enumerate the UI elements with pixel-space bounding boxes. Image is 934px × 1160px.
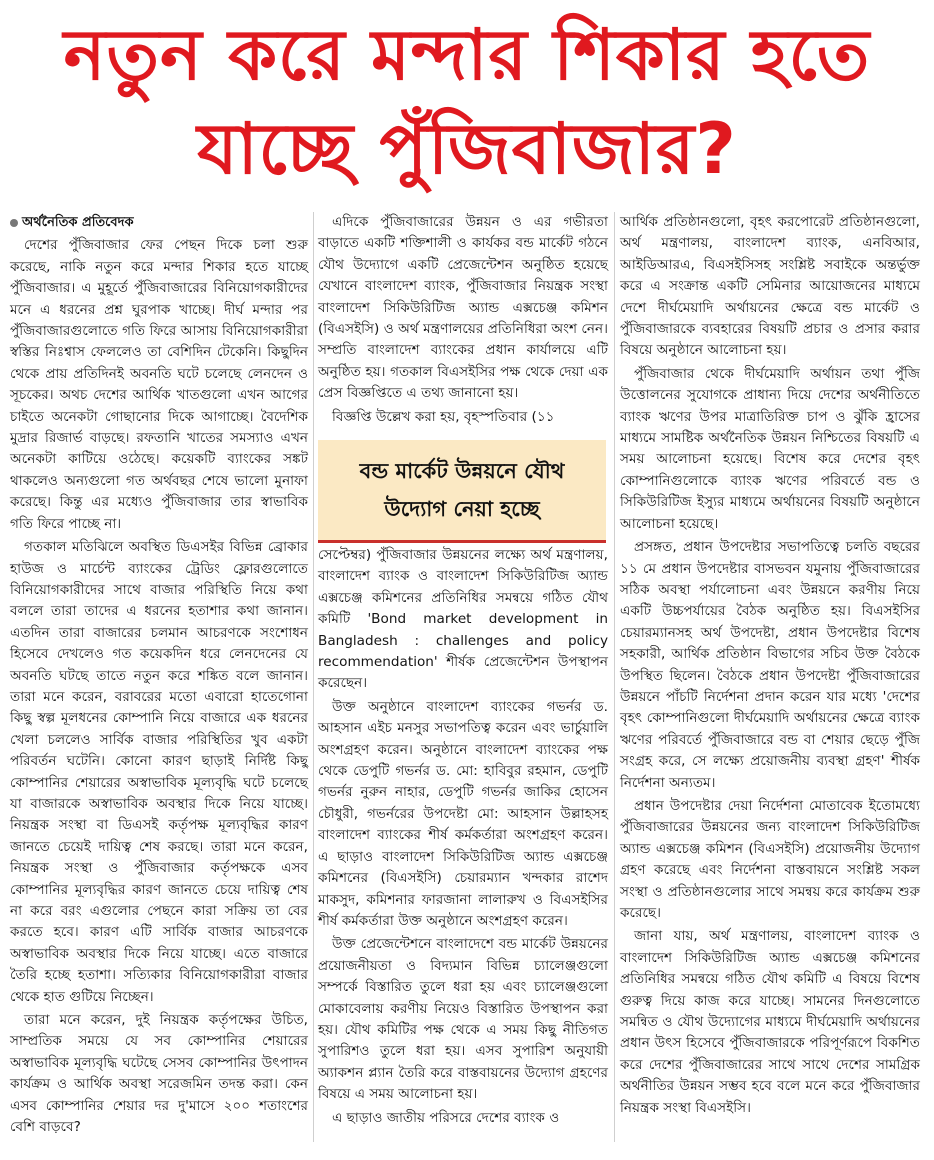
article-column-2-bottom: [318, 545, 608, 1131]
article-column-2-top: [318, 212, 608, 430]
bullet-icon: [10, 219, 18, 227]
subheadline: বন্ড মার্কেট উন্নয়নে যৌথ উদ্যোগ নেয়া হচ্ছে: [359, 459, 565, 521]
paragraph: তারা মনে করেন, দুই নিয়ন্ত্রক কর্তৃপক্ষের উচিত, সাম্প্রতিক সময়ে যে সব কোম্পানির শেয়ারের অস্বাভাবিক মূল্যবৃদ্ধি ঘটেছে সেসব কোম্পানির উৎপাদন কার্যক্রম ও আর্থিক অবস্থা সরেজমিন তদন্ত করা। কেন এসব কোম্পানির শেয়ার দর দু'মাসে ২০০ শতাংশের বেশি বাড়বে?: [10, 1012, 308, 1136]
paragraph: দেশের পুঁজিবাজার ফের পেছন দিকে চলা শুরু করেছে, নাকি নতুন করে মন্দার শিকার হতে যাচ্ছে পুঁজিবাজার। এ মুহূর্তে পুঁজিবাজারের বিনিয়োগকারীদের মনে এ ধরনের প্রশ্ন ঘুরপাক খাচ্ছে। দীর্ঘ মন্দার পর পুঁজিবাজারগুলোতে গতি ফিরে আসায় বিনিয়োগকারীরা স্বস্তির নিঃশ্বাস ফেললেও তা বেশিদিন টেকেনি। কিছুদিন থেকে প্রায় প্রতিদিনই অবনতি ঘটে চলেছে লেনদেন ও সূচকের। অথচ দেশের আর্থিক খাতগুলো এখন আগের চাইতে অনেকটা গোছানোর দিকে আগাচ্ছে। বৈদেশিক মুদ্রার রিজার্ভ বাড়ছে। রফতানি খাতের সমস্যাও এখন অনেকটা কাটিয়ে ওঠেছে। কয়েকটি ব্যাংকের সঙ্কট থাকলেও অন্যগুলো গত অর্থবছর শেষে ভালো মুনাফা করেছে। কিন্তু এর মধ্যেও পুঁজিবাজার তার স্বাভাবিক গতি ফিরে পাচ্ছে না।: [10, 237, 308, 532]
column-rule-1: [313, 212, 314, 1142]
paragraph: প্রধান উপদেষ্টার দেয়া নির্দেশনা মোতাবেক ইতোমধ্যে পুঁজিবাজারের উন্নয়নের জন্য বাংলাদেশ সিকিউরিটিজ অ্যান্ড এক্সচেঞ্জ কমিশন (বিএসইসি) প্রয়োজনীয় উদ্যোগ গ্রহণ করেছে এবং নির্দেশনা বাস্তবায়নে সংশ্লিষ্ট সকল সংস্থা ও প্রতিষ্ঠানগুলোর সাথে সমন্বয় করে কার্যক্রম শুরু করেছে।: [620, 797, 920, 921]
byline-text: অর্থনৈতিক প্রতিবেদক: [22, 215, 134, 230]
paragraph: উক্ত প্রেজেন্টেশনে বাংলাদেশে বন্ড মার্কেট উন্নয়নের প্রয়োজনীয়তা ও বিদ্যমান বিভিন্ন চ্যালেঞ্জগুলো সম্পর্কে বিস্তারিত তুলে ধরা হয় এবং চ্যালেঞ্জগুলো মোকাবেলায় করণীয় নিয়েও বিস্তারিত উপস্থাপন করা হয়। যৌথ কমিটির পক্ষ থেকে এ সময় কিছু নীতিগত সুপারিশও তুলে ধরা হয়। এসব সুপারিশ অনুযায়ী অ্যাকশন প্ল্যান তৈরি করে বাস্তবায়নের উদ্যোগ গ্রহণের বিষয়ে এ সময় আলোচনা হয়।: [318, 936, 608, 1103]
paragraph: পুঁজিবাজার থেকে দীর্ঘমেয়াদি অর্থায়ন তথা পুঁজি উত্তোলনের সুযোগকে প্রাধান্য দিয়ে দেশের অর্থনীতিতে ব্যাংক ঋণের উপর মাত্রাতিরিক্ত চাপ ও ঝুঁকি হ্রাসের মাধ্যমে সামষ্টিক অর্থনৈতিক উন্নয়ন নিশ্চিতের বিষয়টি এ সময় আলোচনা হয়েছে। বিশেষ করে দেশের বৃহৎ কোম্পানিগুলোকে ব্যাংক ঋণের পরিবর্তে বন্ড ও সিকিউরিটিজ ইস্যুর মাধ্যমে অর্থায়নের বিষয়টি অনুষ্ঠানে আলোচনা হয়েছে।: [620, 365, 920, 532]
paragraph: সেপ্টেম্বর) পুঁজিবাজার উন্নয়নের লক্ষ্যে অর্থ মন্ত্রণালয়, বাংলাদেশ ব্যাংক ও বাংলাদেশ সিকিউরিটিজ অ্যান্ড এক্সচেঞ্জ কমিশনের প্রতিনিধির সমন্বয়ে গঠিত যৌথ কমিটি 'Bond market development in Bangladesh : challenges and policy recommendation' শীর্ষক প্রেজেন্টেশন উপস্থাপন করেছেন।: [318, 547, 608, 692]
column-rule-2: [614, 212, 615, 1142]
paragraph: গতকাল মতিঝিলে অবস্থিত ডিএসইর বিভিন্ন ব্রোকার হাউজ ও মার্চেন্ট ব্যাংকের ট্রেডিং ফ্লোরগুলোতে বিনিয়োগকারীদের সাথে বাজার পরিস্থিতি নিয়ে কথা বললে তারা তাদের এ ধরনের হতাশার কথা জানান। এতদিন তারা বাজারের চলমান আচরণকে সংশোধন হিসেবে দেখলেও গত কয়েকদিন ধরে লেনদেনের যে অবনতি ঘটছে তাতে নতুন করে শঙ্কিত বলে জানান। তারা মনে করেন, বরাবরের মতো এবারো হাতেগোনা কিছু স্বল্প মূলধনের কোম্পানি নিয়ে বাজারে এক ধরনের খেলা চললেও সার্বিক বাজার পরিস্থিতির খুব একটা পরিবর্তন ঘটেনি। কোনো কারণ ছাড়াই নির্দিষ্ট কিছু কোম্পানির শেয়ারের অস্বাভাবিক মূল্যবৃদ্ধি ঘটে চলেছে যা বাজারকে অস্বাভাবিক অবস্থার দিকে নিয়ে যাচ্ছে। নিয়ন্ত্রক সংস্থা বা ডিএসই কর্তৃপক্ষ মূল্যবৃদ্ধির কারণ জানতে চেয়েই দায়িত্ব শেষ করছে। তারা মনে করেন, নিয়ন্ত্রক সংস্থা ও পুঁজিবাজার কর্তৃপক্ষকে এসব কোম্পানির মূল্যবৃদ্ধির কারণ জানতে চেয়ে দায়িত্ব শেষ না করে বরং এগুলোর পেছনে কারা সক্রিয় তা বের করতে হবে। কারণ এটি সার্বিক বাজার আচরণকে অস্বাভাবিক অবস্থার দিকে নিয়ে যাচ্ছে। এতে বাজারে তৈরি হচ্ছে হতাশা। সত্যিকার বিনিয়োগকারীরা বাজার থেকে হাত গুটিয়ে নিচ্ছেন।: [10, 539, 308, 1005]
headline: [0, 8, 934, 196]
paragraph: এদিকে পুঁজিবাজারের উন্নয়ন ও এর গভীরতা বাড়াতে একটি শক্তিশালী ও কার্যকর বন্ড মার্কেট গঠনে যৌথ উদ্যোগে একটি প্রেজেন্টেশন অনুষ্ঠিত হয়েছে যেখানে বাংলাদেশ ব্যাংক, পুঁজিবাজার নিয়ন্ত্রক সংস্থা বাংলাদেশ সিকিউরিটিজ অ্যান্ড এক্সচেঞ্জ কমিশন (বিএসইসি) ও অর্থ মন্ত্রণালয়ের প্রতিনিধিরা অংশ নেন। সম্প্রতি বাংলাদেশ ব্যাংকের প্রধান কার্যালয়ে এটি অনুষ্ঠিত হয়। গতকাল বিএসইসির পক্ষ থেকে দেয়া এক প্রেস বিজ্ঞপ্তিতে এ তথ্য জানানো হয়।: [318, 214, 608, 402]
paragraph: আর্থিক প্রতিষ্ঠানগুলো, বৃহৎ করপোরেট প্রতিষ্ঠানগুলো, অর্থ মন্ত্রণালয়, বাংলাদেশ ব্যাংক, এনবিআর, আইডিআরএ, বিএসইসিসহ সংশ্লিষ্ট সবাইকে অন্তর্ভুক্ত করে এ সংক্রান্ত একটি সেমিনার আয়োজনের মাধ্যমে দেশে দীর্ঘমেয়াদি অর্থায়নের ক্ষেত্রে বন্ড মার্কেট ও পুঁজিবাজারকে ব্যবহারের বিষয়টি প্রচার ও প্রসার করার বিষয়ে অনুষ্ঠানে আলোচনা হয়।: [620, 214, 920, 359]
article-column-1: [10, 212, 308, 1140]
paragraph: উক্ত অনুষ্ঠানে বাংলাদেশ ব্যাংকের গভর্নর ড. আহসান এইচ মনসুর সভাপতিত্ব করেন এবং ভার্চুয়ালি অংশগ্রহণ করেন। অনুষ্ঠানে বাংলাদেশ ব্যাংকের পক্ষ থেকে ডেপুটি গভর্নর ড. মো: হাবিবুর রহমান, ডেপুটি গভর্নর নুরুন নাহার, ডেপুটি গভর্নর জাকির হোসেন চৌধুরী, গভর্নরের উপদেষ্টা মো: আহসান উল্লাহসহ বাংলাদেশ ব্যাংকের শীর্ষ কর্মকর্তারা অংশগ্রহণ করেন। এ ছাড়াও বাংলাদেশ সিকিউরিটিজ অ্যান্ড এক্সচেঞ্জ কমিশনের (বিএসইসি) চেয়ারম্যান খন্দকার রাশেদ মাকসুদ, কমিশনার ফারজানা লালারুখ ও বিএসইসির শীর্ষ কর্মকর্তারা উক্ত অনুষ্ঠানে অংশগ্রহণ করেন।: [318, 698, 608, 929]
headline-line-2: যাচ্ছে পুঁজিবাজার?: [197, 108, 737, 190]
paragraph: জানা যায়, অর্থ মন্ত্রণালয়, বাংলাদেশ ব্যাংক ও বাংলাদেশ সিকিউরিটিজ অ্যান্ড এক্সচেঞ্জ কমিশনের প্রতিনিধির সমন্বয়ে গঠিত যৌথ কমিটি এ বিষয়ে বিশেষ গুরুত্ব দিয়ে কাজ করে যাচ্ছে। সামনের দিনগুলোতে সমন্বিত ও যৌথ উদ্যোগের মাধ্যমে দীর্ঘমেয়াদি অর্থায়নের প্রধান উৎস হিসেবে পুঁজিবাজারকে পরিপূর্ণরূপে বিকশিত করে দেশের পুঁজিবাজারের সাথে সাথে দেশের সামগ্রিক অর্থনীতির উন্নয়ন সম্ভব হবে বলে মনে করে পুঁজিবাজার নিয়ন্ত্রক সংস্থা বিএসইসি।: [620, 928, 920, 1116]
paragraph: প্রসঙ্গত, প্রধান উপদেষ্টার সভাপতিত্বে চলতি বছরের ১১ মে প্রধান উপদেষ্টার বাসভবন যমুনায় পুঁজিবাজারের সঠিক অবস্থা পর্যালোচনা এবং উন্নয়নে করণীয় নিয়ে একটি উচ্চপর্যায়ের বৈঠক অনুষ্ঠিত হয়। বিএসইসির চেয়ারম্যানসহ অর্থ উপদেষ্টা, প্রধান উপদেষ্টার বিশেষ সহকারী, আর্থিক প্রতিষ্ঠান বিভাগের সচিব উক্ত বৈঠকে উপস্থিত ছিলেন। বৈঠকে প্রধান উপদেষ্টা পুঁজিবাজারের উন্নয়নে পাঁচটি নির্দেশনা প্রদান করেন যার মধ্যে 'দেশের বৃহৎ কোম্পানিগুলো দীর্ঘমেয়াদি অর্থায়নের ক্ষেত্রে ব্যাংক ঋণের পরিবর্তে পুঁজিবাজারে বন্ড বা শেয়ার ছেড়ে পুঁজি সংগ্রহ করে, সে লক্ষ্যে প্রয়োজনীয় ব্যবস্থা গ্রহণ' শীর্ষক নির্দেশনা অন্যতম।: [620, 539, 920, 791]
article-column-3: [620, 212, 920, 1121]
paragraph: এ ছাড়াও জাতীয় পরিসরে দেশের ব্যাংক ও: [332, 1109, 560, 1126]
paragraph: বিজ্ঞপ্তি উল্লেখ করা হয়, বৃহস্পতিবার (১১: [332, 408, 555, 425]
headline-line-1: নতুন করে মন্দার শিকার হতে: [63, 14, 871, 96]
subheadline-box: [318, 440, 606, 543]
byline: [10, 212, 308, 233]
